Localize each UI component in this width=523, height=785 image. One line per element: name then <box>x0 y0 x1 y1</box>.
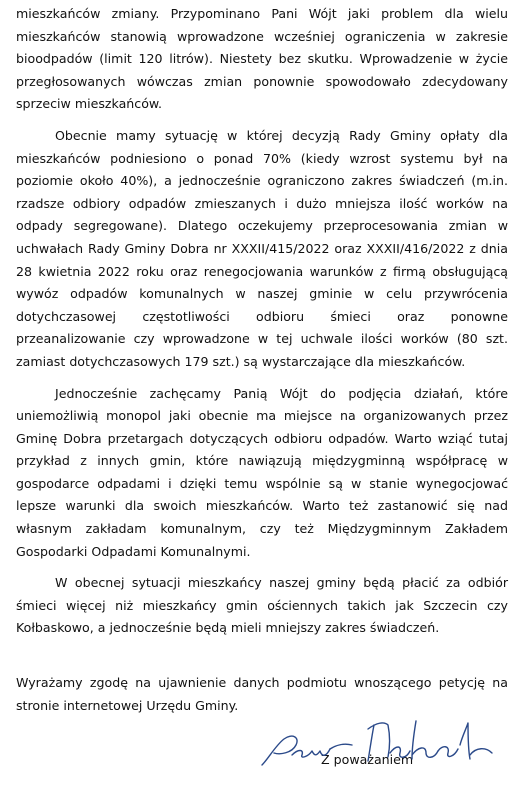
paragraph-monopoly: Jednocześnie zachęcamy Panią Wójt do podjęcia działań, które uniemożliwią monopol jaki obecnie ma miejsce na organizowanych przez Gminę Dobra przetargach dotyczących odbioru odpadów. Warto wziąć tutaj przykład z innych gmin, które nawiązują międzygminną współpracę w gospodarce odpadami i dzięki temu wspólnie są w stanie wynegocjować lepsze warunki dla swoich mieszkańców. Warto też zastanowić się nad własnym zakładam komunalnym, czy też Międzygminnym Zakładem Gospodarki Odpadami Komunalnymi. <box>16 385 508 559</box>
handwritten-signature <box>256 715 510 770</box>
closing-salutation: Z poważaniem <box>321 752 414 768</box>
letter-body <box>16 3 508 772</box>
paragraph-fees: Obecnie mamy sytuację w której decyzją Rady Gminy opłaty dla mieszkańców podniesiono o ponad 70% (kiedy wzrost systemu był na poziomie około 40%), a jednocześnie ograniczono zakres świadczeń (m.in. rzadsze odbiory odpadów zmieszanych i dużo mniejsza ilość worków na odpady segregowane). Dlatego oczekujemy przeprocesowania zmian w uchwałach Rady Gminy Dobra nr XXXII/415/2022 oraz XXXII/416/2022 z dnia 28 kwietnia 2022 roku oraz renegocjowania warunków z firmą obsługującą wywóz odpadów komunalnych w naszej gminie w celu przywrócenia dotychczasowej częstotliwości odbioru śmieci oraz ponowne przeanalizowanie czy wprowadzone w tej uchwale ilości worków (80 szt. zamiast dotychczasowych 179 szt.) są wystarczające dla mieszkańców. <box>16 127 508 369</box>
paragraph-comparison: W obecnej sytuacji mieszkańcy naszej gminy będą płacić za odbiór śmieci więcej niż mieszkańcy gmin ościennych takich jak Szczecin czy Kołbaskowo, a jednocześnie będą mieli mniejszy zakres świadczeń. <box>16 575 508 636</box>
paragraph-continuation: mieszkańców zmiany. Przypominano Pani Wójt jaki problem dla wielu mieszkańców stanowią wprowadzone wcześniej ograniczenia w zakresie bioodpadów (limit 120 litrów). Niestety bez skutku. Wprowadzenie w życie przegłosowanych wówczas zmian ponownie spowodowało zdecydowany sprzeciw mieszkańców. <box>16 6 508 112</box>
consent-statement: Wyrażamy zgodę na ujawnienie danych podmiotu wnoszącego petycję na stronie internetowej Urzędu Gminy. <box>16 675 508 713</box>
